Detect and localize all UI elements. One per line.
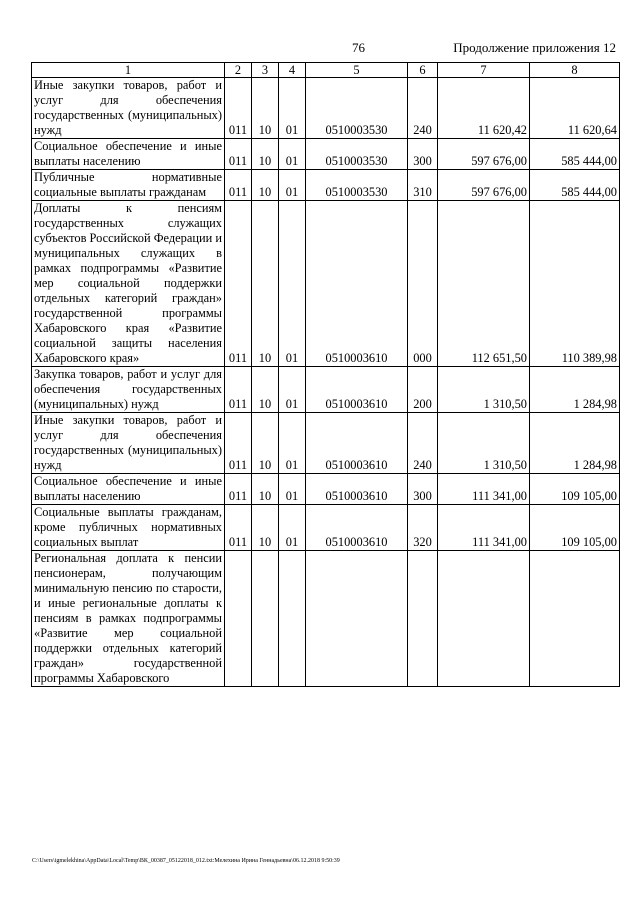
row-cell-c5: 0510003610 — [306, 505, 408, 551]
row-cell-c2: 011 — [225, 474, 252, 505]
row-cell-c8: 585 444,00 — [530, 139, 620, 170]
row-cell-c7: 1 310,50 — [438, 367, 530, 413]
column-header: 4 — [279, 63, 306, 78]
table-row — [32, 201, 620, 367]
table-row — [32, 413, 620, 474]
row-cell-c2: 011 — [225, 139, 252, 170]
row-cell-c6: 320 — [408, 505, 438, 551]
table-row — [32, 551, 620, 687]
column-header: 2 — [225, 63, 252, 78]
row-cell-empty — [252, 551, 279, 687]
row-cell-c3: 10 — [252, 505, 279, 551]
table-row — [32, 367, 620, 413]
table-row — [32, 170, 620, 201]
row-cell-c6: 310 — [408, 170, 438, 201]
row-description: Доплаты к пенсиям государственных служащих субъектов Российской Федерации и муниципальных служащих в рамках подпрограммы «Развитие мер социальной поддержки отдельных категорий граждан» государственной программы Хабаровского края «Развитие социальной защиты населения Хабаровского края» — [32, 201, 225, 367]
table-row — [32, 78, 620, 139]
row-cell-c8: 109 105,00 — [530, 474, 620, 505]
row-cell-c7: 111 341,00 — [438, 505, 530, 551]
row-cell-c5: 0510003610 — [306, 474, 408, 505]
row-cell-c8: 11 620,64 — [530, 78, 620, 139]
row-cell-empty — [306, 551, 408, 687]
row-cell-c5: 0510003610 — [306, 413, 408, 474]
row-cell-c8: 1 284,98 — [530, 367, 620, 413]
row-cell-c4: 01 — [279, 413, 306, 474]
row-description: Закупка товаров, работ и услуг для обеспечения государственных (муниципальных) нужд — [32, 367, 225, 413]
row-cell-c5: 0510003610 — [306, 201, 408, 367]
row-cell-c2: 011 — [225, 201, 252, 367]
row-cell-c2: 011 — [225, 505, 252, 551]
row-cell-c4: 01 — [279, 201, 306, 367]
row-cell-c6: 300 — [408, 139, 438, 170]
row-cell-c4: 01 — [279, 78, 306, 139]
row-cell-c4: 01 — [279, 170, 306, 201]
row-cell-c3: 10 — [252, 139, 279, 170]
row-cell-c4: 01 — [279, 139, 306, 170]
table-row — [32, 474, 620, 505]
row-description: Региональная доплата к пенсии пенсионерам, получающим минимальную пенсию по старости, и иные региональные доплаты к пенсиям в рамках подпрограммы «Развитие мер социальной поддержки отдельных категорий граждан» государственной программы Хабаровского — [32, 551, 225, 687]
page-number: 76 — [352, 40, 365, 55]
row-cell-c8: 1 284,98 — [530, 413, 620, 474]
row-cell-c2: 011 — [225, 413, 252, 474]
row-cell-c3: 10 — [252, 201, 279, 367]
row-cell-c5: 0510003530 — [306, 78, 408, 139]
header-row — [32, 63, 620, 78]
column-header: 8 — [530, 63, 620, 78]
row-cell-c5: 0510003530 — [306, 170, 408, 201]
row-description: Иные закупки товаров, работ и услуг для обеспечения государственных (муниципальных) нужд — [32, 78, 225, 139]
row-cell-c6: 000 — [408, 201, 438, 367]
row-cell-c5: 0510003610 — [306, 367, 408, 413]
column-header: 6 — [408, 63, 438, 78]
row-cell-empty — [408, 551, 438, 687]
row-cell-c8: 109 105,00 — [530, 505, 620, 551]
row-cell-c3: 10 — [252, 413, 279, 474]
column-header: 7 — [438, 63, 530, 78]
table-row — [32, 139, 620, 170]
row-cell-c7: 111 341,00 — [438, 474, 530, 505]
row-cell-c4: 01 — [279, 367, 306, 413]
row-cell-c7: 1 310,50 — [438, 413, 530, 474]
table-row — [32, 505, 620, 551]
row-cell-c4: 01 — [279, 505, 306, 551]
row-cell-c4: 01 — [279, 474, 306, 505]
row-cell-c6: 240 — [408, 78, 438, 139]
row-cell-c6: 200 — [408, 367, 438, 413]
row-description: Социальные выплаты гражданам, кроме публичных нормативных социальных выплат — [32, 505, 225, 551]
row-description: Социальное обеспечение и иные выплаты населению — [32, 139, 225, 170]
budget-table — [31, 62, 620, 687]
row-cell-empty — [438, 551, 530, 687]
row-description: Публичные нормативные социальные выплаты гражданам — [32, 170, 225, 201]
row-description: Социальное обеспечение и иные выплаты населению — [32, 474, 225, 505]
row-description: Иные закупки товаров, работ и услуг для обеспечения государственных (муниципальных) нужд — [32, 413, 225, 474]
row-cell-c2: 011 — [225, 170, 252, 201]
row-cell-c7: 597 676,00 — [438, 139, 530, 170]
row-cell-c7: 11 620,42 — [438, 78, 530, 139]
column-header: 5 — [306, 63, 408, 78]
row-cell-c8: 585 444,00 — [530, 170, 620, 201]
row-cell-c2: 011 — [225, 367, 252, 413]
row-cell-c8: 110 389,98 — [530, 201, 620, 367]
row-cell-c3: 10 — [252, 78, 279, 139]
row-cell-c3: 10 — [252, 367, 279, 413]
row-cell-empty — [530, 551, 620, 687]
row-cell-empty — [225, 551, 252, 687]
row-cell-c5: 0510003530 — [306, 139, 408, 170]
row-cell-c7: 597 676,00 — [438, 170, 530, 201]
row-cell-empty — [279, 551, 306, 687]
appendix-note: Продолжение приложения 12 — [453, 40, 616, 55]
column-header: 1 — [32, 63, 225, 78]
row-cell-c6: 240 — [408, 413, 438, 474]
row-cell-c3: 10 — [252, 474, 279, 505]
column-header: 3 — [252, 63, 279, 78]
row-cell-c6: 300 — [408, 474, 438, 505]
row-cell-c7: 112 651,50 — [438, 201, 530, 367]
file-path-footer: C:\Users\igmelekhina\AppData\Local\Temp\ВК_00387_05122018_012.txt:Мелехина Ирина Геннадьевна\06.12.2018 9:50:39 — [32, 858, 340, 864]
row-cell-c3: 10 — [252, 170, 279, 201]
row-cell-c2: 011 — [225, 78, 252, 139]
